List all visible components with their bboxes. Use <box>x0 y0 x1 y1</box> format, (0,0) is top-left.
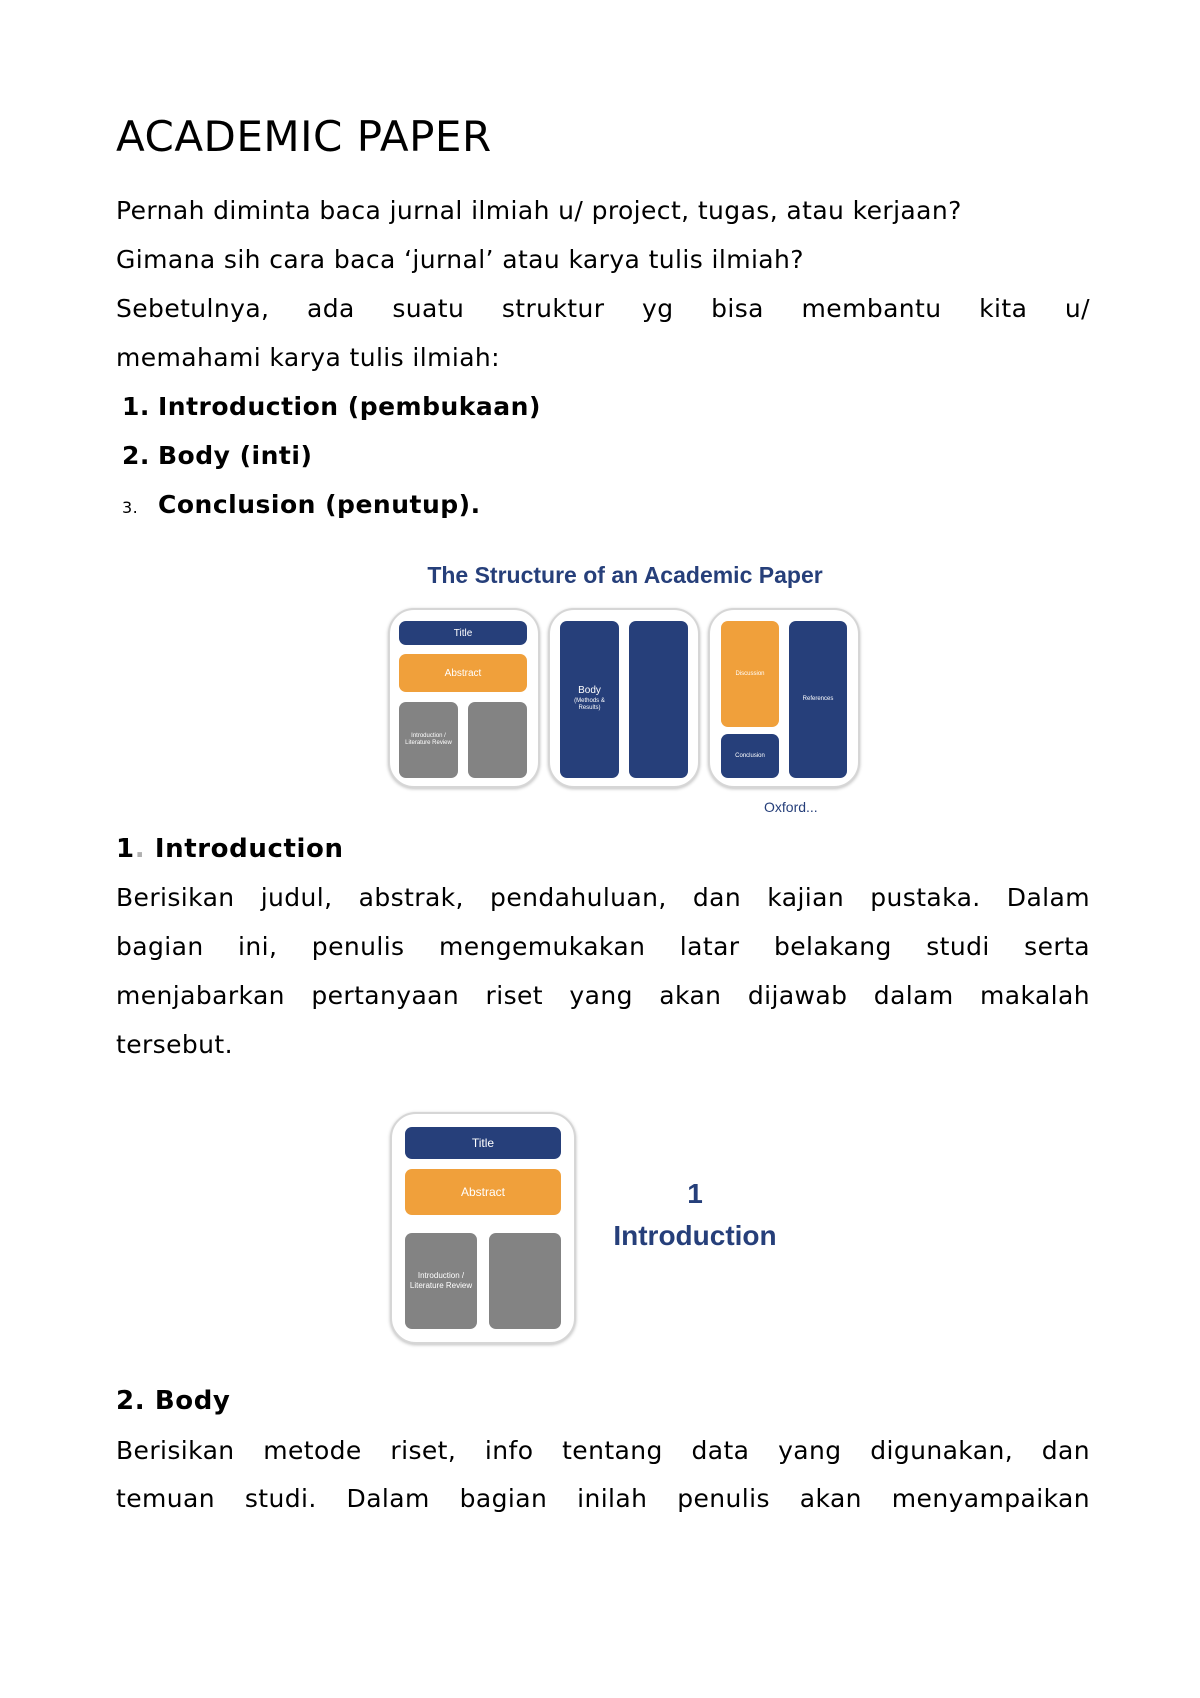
grey-block <box>489 1233 561 1329</box>
section-title: Introduction <box>154 834 344 864</box>
list-item <box>122 392 541 421</box>
intro-line-4: memahami karya tulis ilmiah: <box>116 343 501 372</box>
list-number: 2. <box>122 441 150 470</box>
section2-line-1: Berisikan metode riset, info tentang data yang digunakan, dan <box>116 1436 1090 1465</box>
page-title: ACADEMIC PAPER <box>116 112 492 161</box>
title-block: Title <box>405 1127 561 1159</box>
section-heading-introduction <box>116 834 344 864</box>
body-block-2 <box>629 621 688 778</box>
list-text: Conclusion (penutup). <box>158 490 481 519</box>
intro-line-1: Pernah diminta baca jurnal ilmiah u/ project, tugas, atau kerjaan? <box>116 196 962 225</box>
list-item <box>122 490 481 519</box>
intro-line-3: Sebetulnya, ada suatu struktur yg bisa membantu kita u/ <box>116 294 1090 323</box>
panel-introduction <box>388 608 540 788</box>
panel-introduction-zoom <box>390 1112 576 1344</box>
list-item <box>122 441 312 470</box>
references-block: References <box>789 621 847 778</box>
section2-line-2: temuan studi. Dalam bagian inilah penulis akan menyampaikan <box>116 1484 1090 1513</box>
list-number: 1. <box>122 392 150 421</box>
list-text: Introduction (pembukaan) <box>158 392 541 421</box>
discussion-block: Discussion <box>721 621 779 727</box>
section1-line-4: tersebut. <box>116 1030 233 1059</box>
conclusion-block: Conclusion <box>721 734 779 778</box>
abstract-block: Abstract <box>399 654 527 692</box>
cutoff-caption: Oxford... <box>764 799 818 815</box>
introduction-diagram <box>388 1110 808 1350</box>
panel-body <box>548 608 700 788</box>
title-block: Title <box>399 621 527 645</box>
body-label: Body <box>578 685 601 696</box>
diagram-section-label: Introduction <box>613 1220 777 1251</box>
section1-line-1: Berisikan judul, abstrak, pendahuluan, dan kajian pustaka. Dalam <box>116 883 1090 912</box>
list-text: Body (inti) <box>158 441 313 470</box>
panel-conclusion <box>708 608 860 788</box>
intro-line-2: Gimana sih cara baca ‘jurnal’ atau karya tulis ilmiah? <box>116 245 804 274</box>
body-block <box>560 621 619 778</box>
grey-block <box>468 702 527 778</box>
structure-diagram <box>380 556 870 815</box>
abstract-block: Abstract <box>405 1169 561 1215</box>
body-sublabel: (Methods & Results) <box>574 698 605 711</box>
section1-line-2: bagian ini, penulis mengemukakan latar belakang studi serta <box>116 932 1090 961</box>
section-heading-body: 2. Body <box>116 1386 231 1416</box>
section1-line-3: menjabarkan pertanyaan riset yang akan dijawab dalam makalah <box>116 981 1090 1010</box>
intro-block: Introduction / Literature Review <box>399 702 458 778</box>
section-dot: . <box>134 834 146 864</box>
diagram-title: The Structure of an Academic Paper <box>427 562 823 588</box>
intro-block: Introduction / Literature Review <box>405 1233 477 1329</box>
section-number: 1 <box>116 834 135 864</box>
list-number: 3. <box>122 498 139 517</box>
diagram-number-label: 1 <box>687 1178 703 1209</box>
